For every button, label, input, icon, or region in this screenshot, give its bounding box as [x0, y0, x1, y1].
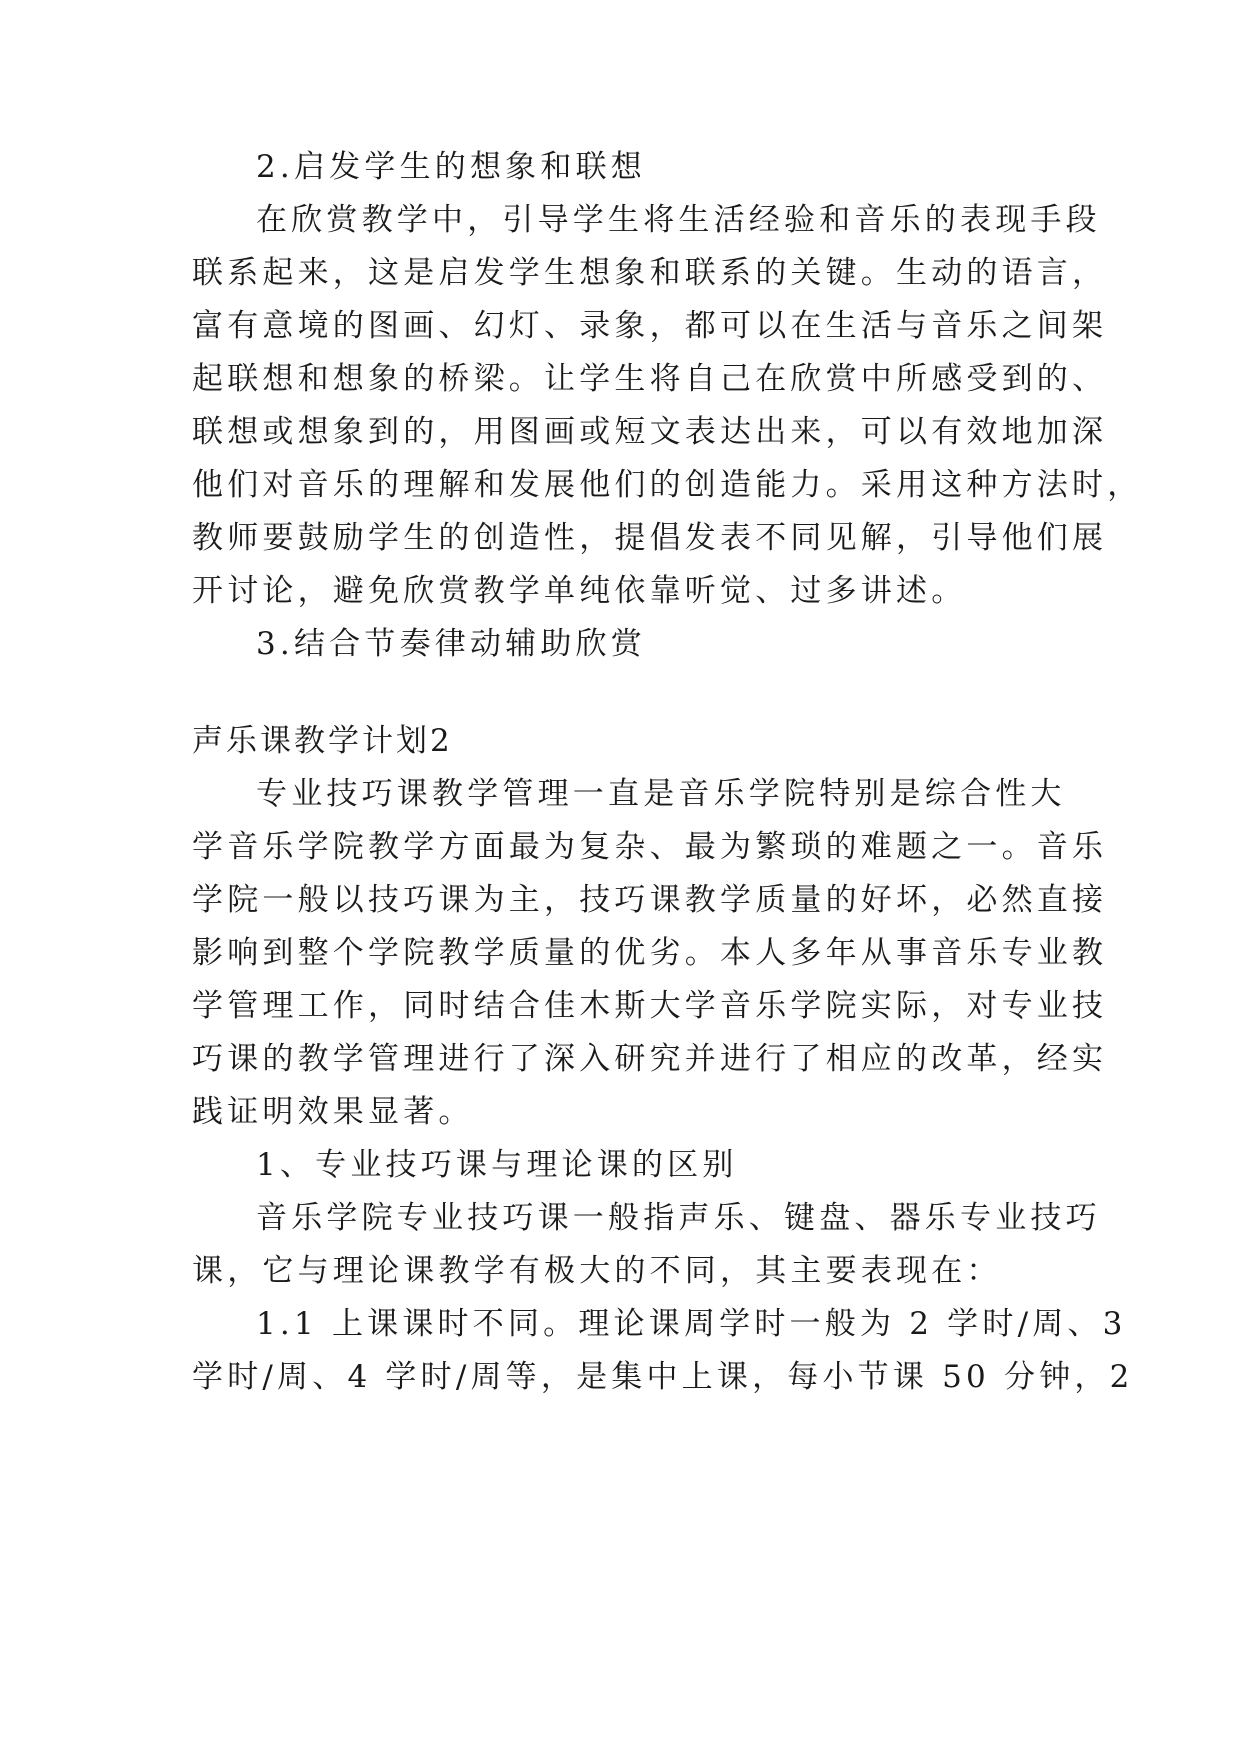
heading-2: 2.启发学生的想象和联想: [256, 149, 646, 185]
section-title: 声乐课教学计划2: [192, 723, 453, 759]
paragraph-line: 践证明效果显著。: [192, 1094, 474, 1130]
paragraph-line: 他们对音乐的理解和发展他们的创造能力。采用这种方法时，: [192, 467, 1143, 503]
heading-3: 3.结合节奏律动辅助欣赏: [256, 626, 646, 662]
paragraph-line: 起联想和想象的桥梁。让学生将自己在欣赏中所感受到的、: [192, 361, 1108, 397]
paragraph-line: 联系起来，这是启发学生想象和联系的关键。生动的语言，: [192, 255, 1108, 291]
paragraph-line: 联想或想象到的，用图画或短文表达出来，可以有效地加深: [192, 414, 1108, 450]
paragraph-line: 富有意境的图画、幻灯、录象，都可以在生活与音乐之间架: [192, 308, 1108, 344]
paragraph-line: 开讨论，避免欣赏教学单纯依靠听觉、过多讲述。: [192, 573, 967, 609]
paragraph-line: 学院一般以技巧课为主，技巧课教学质量的好坏，必然直接: [192, 882, 1108, 918]
paragraph-line: 巧课的教学管理进行了深入研究并进行了相应的改革，经实: [192, 1041, 1108, 1077]
paragraph-line: 专业技巧课教学管理一直是音乐学院特别是综合性大: [256, 776, 1066, 812]
paragraph-line: 在欣赏教学中，引导学生将生活经验和音乐的表现手段: [256, 202, 1101, 238]
paragraph-line: 1.1 上课课时不同。理论课周学时一般为 2 学时/周、3: [256, 1306, 1127, 1342]
paragraph-line: 音乐学院专业技巧课一般指声乐、键盘、器乐专业技巧: [256, 1200, 1101, 1236]
subheading-1: 1、专业技巧课与理论课的区别: [256, 1147, 738, 1183]
paragraph-line: 课，它与理论课教学有极大的不同，其主要表现在：: [192, 1253, 1002, 1289]
paragraph-line: 影响到整个学院教学质量的优劣。本人多年从事音乐专业教: [192, 935, 1108, 971]
paragraph-line: 学管理工作，同时结合佳木斯大学音乐学院实际，对专业技: [192, 988, 1108, 1024]
paragraph-line: 学时/周、4 学时/周等，是集中上课，每小节课 50 分钟，2: [192, 1359, 1134, 1395]
paragraph-line: 教师要鼓励学生的创造性，提倡发表不同见解，引导他们展: [192, 520, 1108, 556]
paragraph-line: 学音乐学院教学方面最为复杂、最为繁琐的难题之一。音乐: [192, 829, 1108, 865]
